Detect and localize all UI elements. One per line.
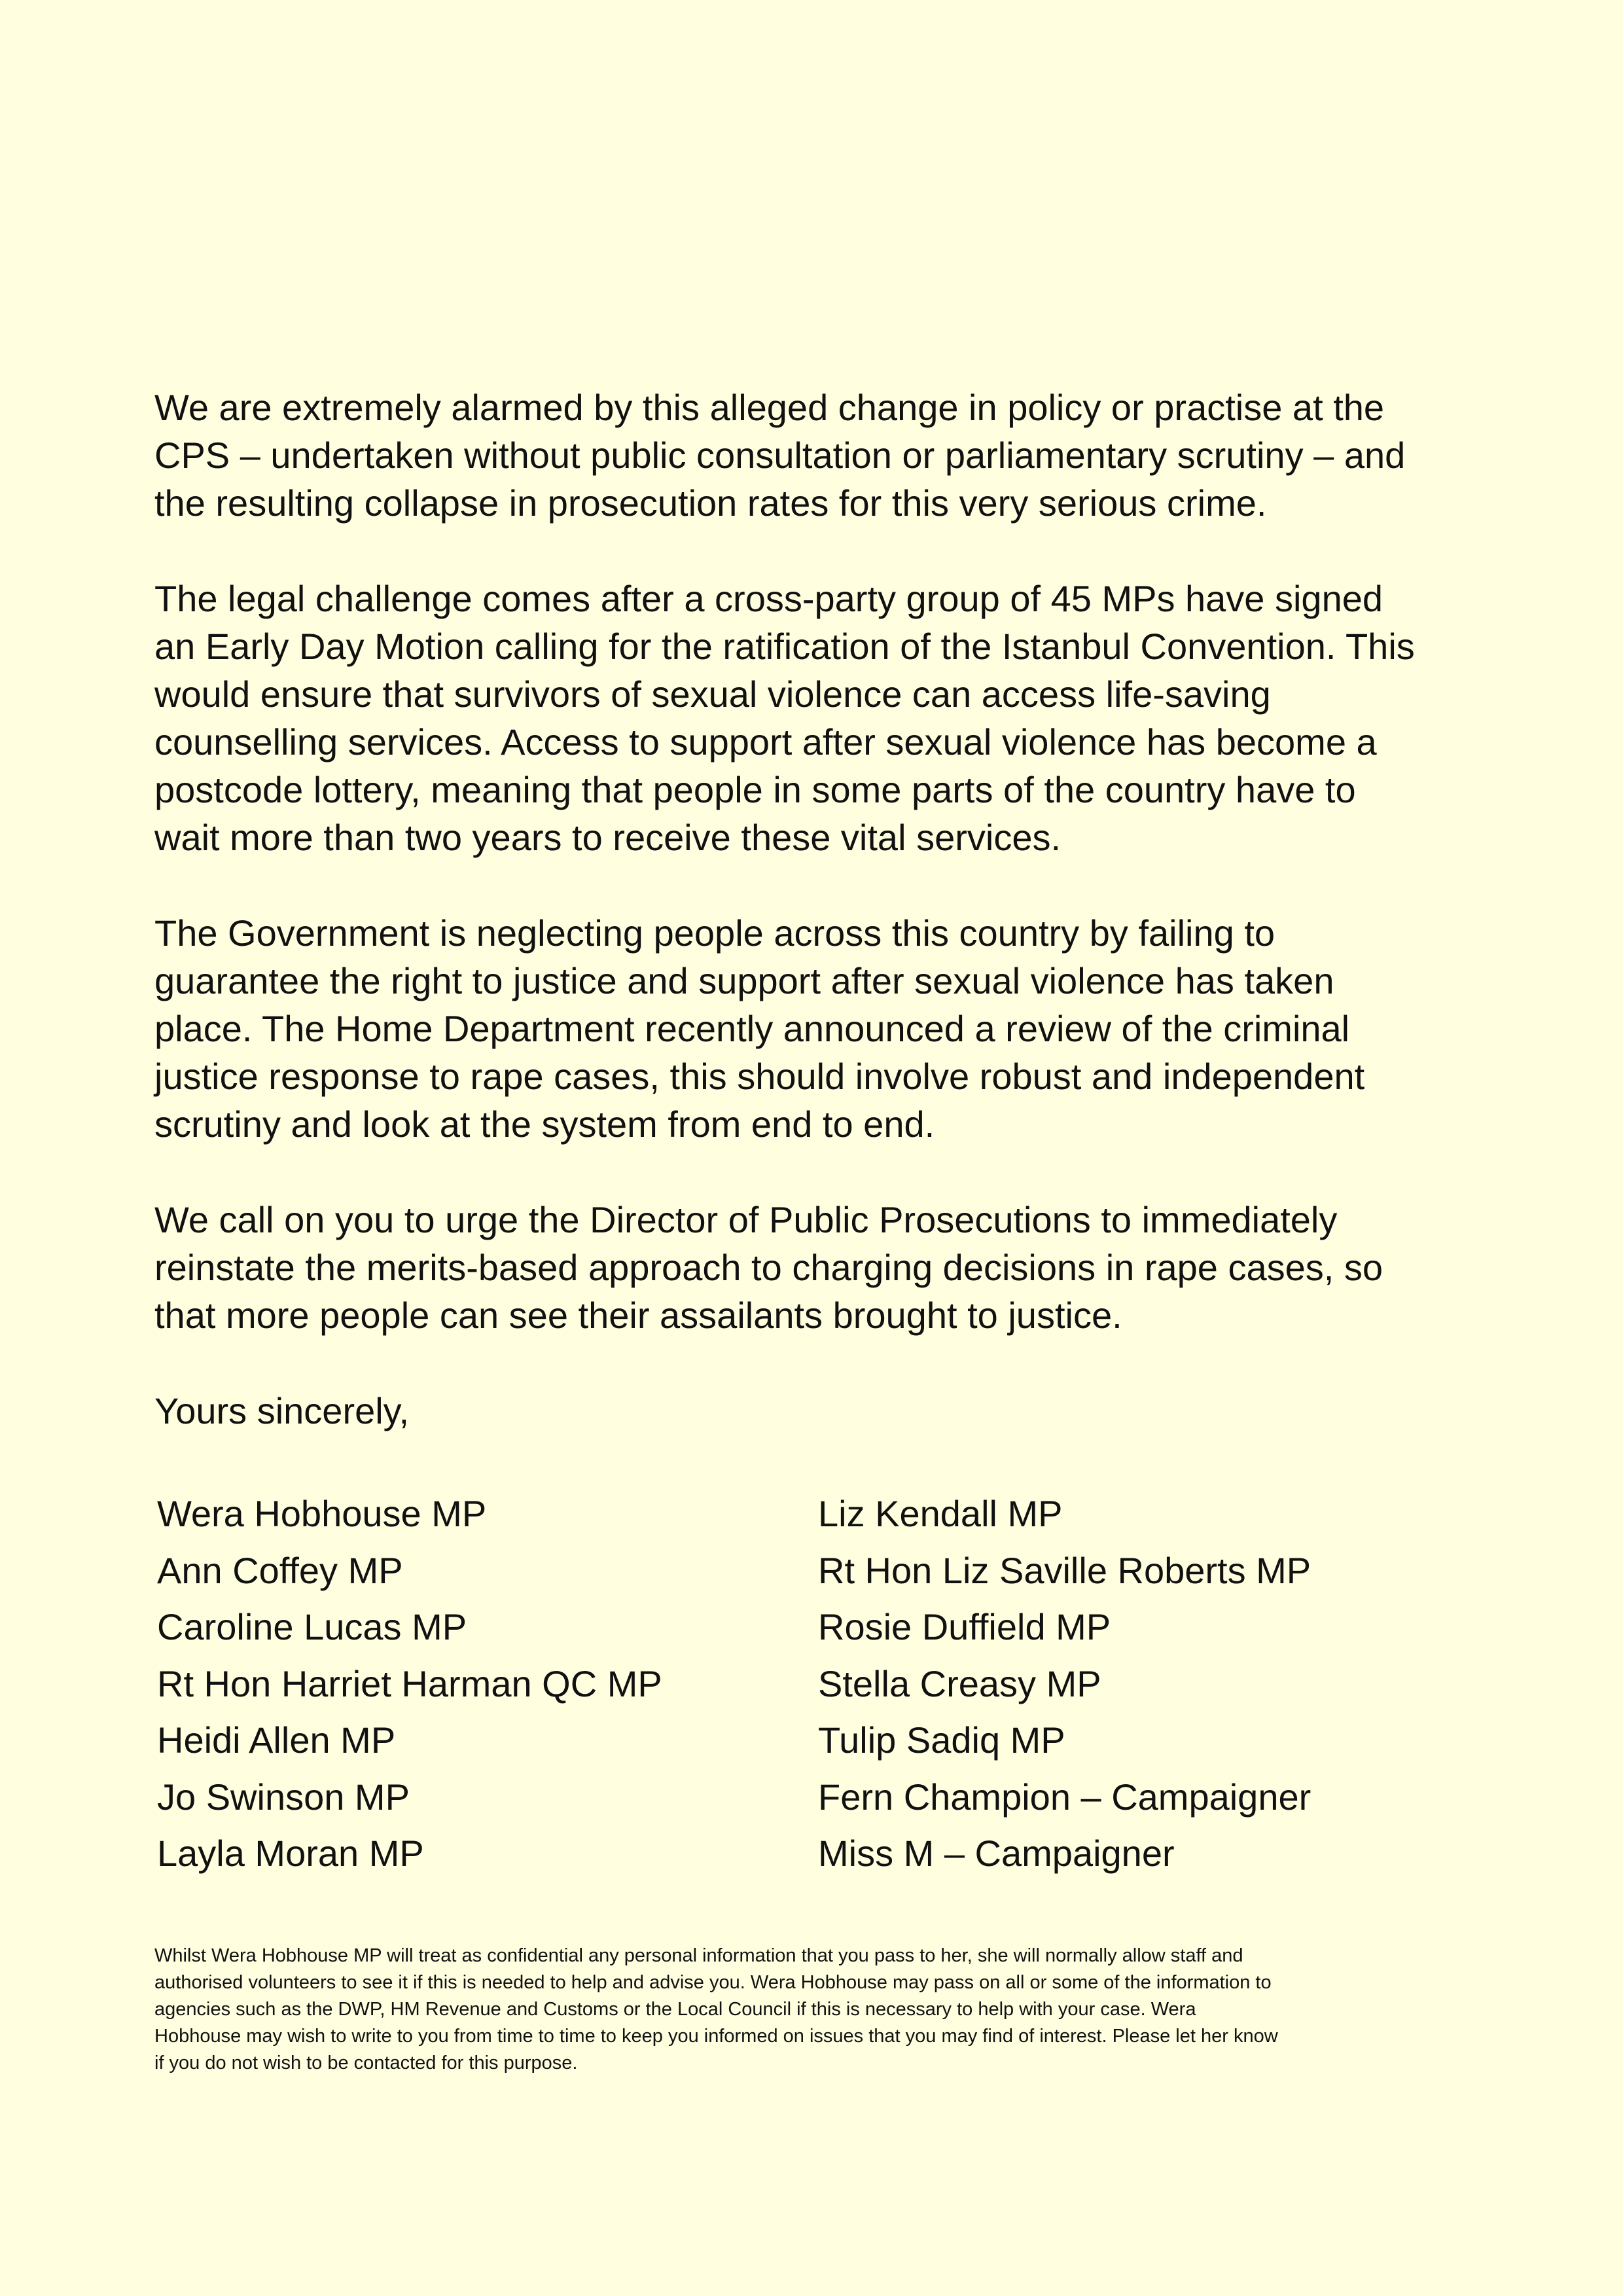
paragraph-line: counselling services. Access to support after sexual violence has become a [154, 721, 1377, 762]
paragraph-line: place. The Home Department recently announced a review of the criminal [154, 1008, 1350, 1049]
paragraph-1 [154, 384, 1489, 527]
paragraph-2 [154, 575, 1489, 861]
signatory: Rt Hon Liz Saville Roberts MP [818, 1549, 1311, 1591]
signatory: Stella Creasy MP [818, 1662, 1101, 1704]
closing-salutation: Yours sincerely, [154, 1390, 410, 1431]
signatory: Fern Champion – Campaigner [818, 1776, 1311, 1818]
paragraph-line: We call on you to urge the Director of Public Prosecutions to immediately [154, 1199, 1338, 1240]
letter-body [154, 384, 1489, 1435]
signatory: Jo Swinson MP [157, 1776, 410, 1818]
signatories-right-column [818, 1486, 1311, 1882]
paragraph-line: would ensure that survivors of sexual violence can access life-saving [154, 673, 1271, 715]
signatory: Rt Hon Harriet Harman QC MP [157, 1662, 662, 1704]
paragraph-line: that more people can see their assailants brought to justice. [154, 1295, 1122, 1336]
paragraph-4 [154, 1196, 1489, 1339]
paragraph-line: wait more than two years to receive these vital services. [154, 817, 1061, 858]
footnote-line: authorised volunteers to see it if this is needed to help and advise you. Wera Hobhouse may pass on all or some of the information to [154, 1972, 1272, 1993]
signatory: Tulip Sadiq MP [818, 1719, 1065, 1761]
paragraph-line: guarantee the right to justice and support after sexual violence has taken [154, 960, 1334, 1001]
paragraph-line: postcode lottery, meaning that people in some parts of the country have to [154, 769, 1356, 810]
signatory: Rosie Duffield MP [818, 1606, 1111, 1647]
paragraph-3 [154, 909, 1489, 1148]
signatory: Miss M – Campaigner [818, 1833, 1175, 1874]
signatory: Caroline Lucas MP [157, 1606, 467, 1647]
paragraph-line: The legal challenge comes after a cross-party group of 45 MPs have signed [154, 578, 1383, 619]
privacy-footnote [154, 1943, 1503, 2077]
paragraph-line: CPS – undertaken without public consultation or parliamentary scrutiny – and [154, 435, 1406, 476]
footnote-line: if you do not wish to be contacted for this purpose. [154, 2053, 578, 2073]
paragraph-line: We are extremely alarmed by this alleged change in policy or practise at the [154, 387, 1385, 428]
signatory: Layla Moran MP [157, 1833, 424, 1874]
footnote-line: agencies such as the DWP, HM Revenue and Customs or the Local Council if this is necessary to help with your case. Wera [154, 1999, 1196, 2020]
footnote-line: Hobhouse may wish to write to you from time to time to keep you informed on issues that you may find of interest. Please let her know [154, 2026, 1278, 2047]
signatory: Wera Hobhouse MP [157, 1493, 487, 1534]
paragraph-line: justice response to rape cases, this should involve robust and independent [154, 1056, 1365, 1097]
signatory: Liz Kendall MP [818, 1493, 1063, 1534]
paragraph-line: the resulting collapse in prosecution rates for this very serious crime. [154, 482, 1267, 524]
paragraph-line: scrutiny and look at the system from end to end. [154, 1103, 935, 1145]
signatory: Heidi Allen MP [157, 1719, 396, 1761]
footnote-line: Whilst Wera Hobhouse MP will treat as confidential any personal information that you pass to her, she will normally allow staff and [154, 1945, 1243, 1966]
paragraph-line: The Government is neglecting people across this country by failing to [154, 912, 1275, 954]
signatory: Ann Coffey MP [157, 1549, 403, 1591]
signatories-left-column [157, 1486, 662, 1882]
paragraph-line: reinstate the merits-based approach to charging decisions in rape cases, so [154, 1247, 1383, 1288]
paragraph-line: an Early Day Motion calling for the ratification of the Istanbul Convention. This [154, 626, 1415, 667]
